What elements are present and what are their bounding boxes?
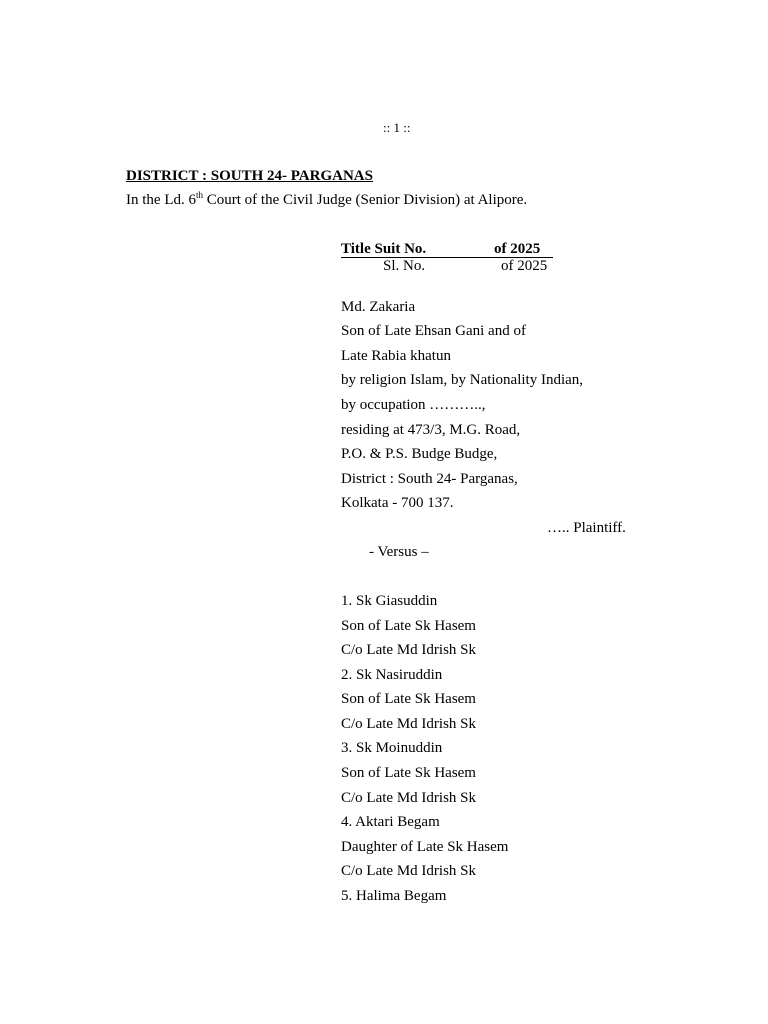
serial-number-value: of 2025 bbox=[501, 258, 548, 274]
versus-label: - Versus – bbox=[369, 544, 429, 560]
defendant-line: 4. Aktari Begam bbox=[341, 814, 440, 830]
plaintiff-label: ….. Plaintiff. bbox=[547, 520, 626, 536]
plaintiff-line: P.O. & P.S. Budge Budge, bbox=[341, 446, 498, 462]
defendant-line: Son of Late Sk Hasem bbox=[341, 765, 476, 781]
plaintiff-line: Md. Zakaria bbox=[341, 299, 416, 315]
defendant-line: C/o Late Md Idrish Sk bbox=[341, 790, 476, 806]
serial-number-label: Sl. No. bbox=[383, 258, 426, 274]
plaintiff-line: District : South 24- Parganas, bbox=[341, 471, 518, 487]
defendant-line: 1. Sk Giasuddin bbox=[341, 593, 438, 609]
defendant-line: 5. Halima Begam bbox=[341, 888, 447, 904]
plaintiff-line: residing at 473/3, M.G. Road, bbox=[341, 422, 521, 438]
court-line-after: Court of the Civil Judge (Senior Division) at Alipore. bbox=[203, 192, 528, 208]
court-line-before: In the Ld. 6 bbox=[126, 192, 196, 208]
defendant-line: Son of Late Sk Hasem bbox=[341, 691, 476, 707]
page-number: :: 1 :: bbox=[383, 120, 411, 135]
plaintiff-line: by occupation ……….., bbox=[341, 397, 486, 413]
district-heading: DISTRICT : SOUTH 24- PARGANAS bbox=[126, 168, 373, 184]
title-suit-label: Title Suit No. bbox=[341, 241, 427, 257]
plaintiff-line: by religion Islam, by Nationality Indian, bbox=[341, 372, 584, 388]
defendant-line: C/o Late Md Idrish Sk bbox=[341, 642, 476, 658]
plaintiff-line: Late Rabia khatun bbox=[341, 348, 451, 364]
plaintiff-line: Kolkata - 700 137. bbox=[341, 495, 454, 511]
title-suit-value: of 2025 bbox=[494, 241, 541, 257]
court-line-superscript: th bbox=[195, 190, 203, 200]
defendant-line: 2. Sk Nasiruddin bbox=[341, 667, 443, 683]
defendant-line: C/o Late Md Idrish Sk bbox=[341, 716, 476, 732]
plaintiff-line: Son of Late Ehsan Gani and of bbox=[341, 323, 526, 339]
defendant-line: Daughter of Late Sk Hasem bbox=[341, 839, 509, 855]
defendant-line: 3. Sk Moinuddin bbox=[341, 740, 443, 756]
defendant-line: C/o Late Md Idrish Sk bbox=[341, 863, 476, 879]
defendant-line: Son of Late Sk Hasem bbox=[341, 618, 476, 634]
court-line bbox=[126, 190, 528, 208]
